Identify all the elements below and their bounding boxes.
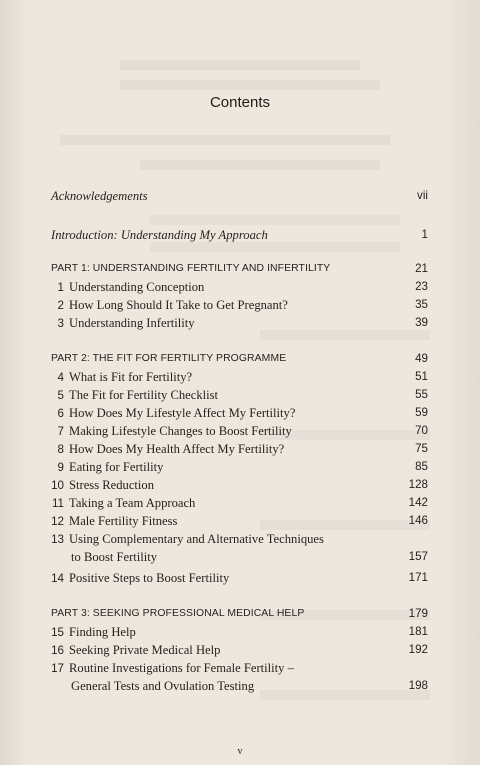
chapter-number: 12 xyxy=(51,515,64,528)
toc-page-number: 49 xyxy=(415,352,428,365)
toc-entry-label: Making Lifestyle Changes to Boost Fertility xyxy=(69,424,292,438)
toc-chapter-3[interactable] xyxy=(51,315,428,331)
toc-part-label: PART 1: UNDERSTANDING FERTILITY AND INFERTILITY xyxy=(51,263,331,274)
chapter-number: 2 xyxy=(57,299,64,312)
toc-entry-label: Finding Help xyxy=(69,625,136,639)
toc-page-number: 1 xyxy=(421,228,428,241)
toc-entry-label-continued: General Tests and Ovulation Testing xyxy=(71,679,255,693)
toc-chapter-14[interactable] xyxy=(51,570,428,586)
toc-chapter-15[interactable] xyxy=(51,624,428,640)
chapter-number: 15 xyxy=(51,626,64,639)
toc-entry-label: Positive Steps to Boost Fertility xyxy=(69,571,230,585)
toc-page-number: 39 xyxy=(415,316,428,329)
toc-page-number: 142 xyxy=(408,496,428,509)
toc-page-number: 85 xyxy=(415,460,428,473)
toc-chapter-12[interactable] xyxy=(51,513,428,529)
toc-chapter-7[interactable] xyxy=(51,423,428,439)
toc-chapter-2[interactable] xyxy=(51,297,428,313)
toc-page-number: vii xyxy=(417,189,428,202)
toc-page-number: 35 xyxy=(415,298,428,311)
chapter-number: 9 xyxy=(57,461,64,474)
toc-entry-label: Understanding Conception xyxy=(69,280,205,294)
chapter-number: 14 xyxy=(51,572,64,585)
toc-page-number: 51 xyxy=(415,370,428,383)
page-title: Contents xyxy=(209,94,271,111)
toc-entry-label: How Does My Lifestyle Affect My Fertility? xyxy=(69,406,296,420)
toc-chapter-4[interactable] xyxy=(51,369,428,385)
toc-chapter-17[interactable] xyxy=(51,660,428,676)
chapter-number: 10 xyxy=(51,479,64,492)
toc-page-number: 70 xyxy=(415,424,428,437)
toc-entry-label: Eating for Fertility xyxy=(69,460,164,474)
toc-entry-label: What is Fit for Fertility? xyxy=(69,370,193,384)
toc-entry-label-continued: to Boost Fertility xyxy=(71,550,158,564)
toc-chapter-13-continuation[interactable] xyxy=(51,549,428,565)
toc-page-number: 146 xyxy=(408,514,428,527)
toc-chapter-6[interactable] xyxy=(51,405,428,421)
toc-part-label: PART 3: SEEKING PROFESSIONAL MEDICAL HELP xyxy=(51,608,305,619)
toc-chapter-8[interactable] xyxy=(51,441,428,457)
toc-chapter-16[interactable] xyxy=(51,642,428,658)
toc-entry-label: Acknowledgements xyxy=(51,189,148,203)
toc-part-3[interactable] xyxy=(51,606,428,622)
toc-entry-label: The Fit for Fertility Checklist xyxy=(69,388,219,402)
toc-chapter-13[interactable] xyxy=(51,531,428,547)
chapter-number: 13 xyxy=(51,533,64,546)
toc-chapter-9[interactable] xyxy=(51,459,428,475)
toc-page-number: 21 xyxy=(415,262,428,275)
toc-entry-label: Taking a Team Approach xyxy=(69,496,196,510)
chapter-number: 17 xyxy=(51,662,64,675)
toc-entry-label: Using Complementary and Alternative Techniques xyxy=(69,532,324,546)
toc-page-number: 181 xyxy=(408,625,428,638)
toc-page-number: 55 xyxy=(415,388,428,401)
toc-page-number: 179 xyxy=(408,607,428,620)
toc-entry-label: Understanding Infertility xyxy=(69,316,195,330)
toc-entry-acknowledgements[interactable] xyxy=(51,188,428,204)
toc-entry-label: Seeking Private Medical Help xyxy=(69,643,221,657)
toc-chapter-10[interactable] xyxy=(51,477,428,493)
toc-page-number: 75 xyxy=(415,442,428,455)
toc-entry-label: How Long Should It Take to Get Pregnant? xyxy=(69,298,288,312)
chapter-number: 4 xyxy=(57,371,64,384)
toc-page-number: 59 xyxy=(415,406,428,419)
toc-chapter-1[interactable] xyxy=(51,279,428,295)
toc-part-2[interactable] xyxy=(51,351,428,367)
toc-entry-label: Routine Investigations for Female Fertility – xyxy=(69,661,294,675)
toc-part-1[interactable] xyxy=(51,261,428,277)
toc-page-number: 157 xyxy=(408,550,428,563)
chapter-number: 3 xyxy=(57,317,64,330)
toc-page-number: 192 xyxy=(408,643,428,656)
chapter-number: 1 xyxy=(57,281,64,294)
toc-chapter-5[interactable] xyxy=(51,387,428,403)
toc-entry-label: Male Fertility Fitness xyxy=(69,514,178,528)
page-folio: v xyxy=(237,746,243,757)
toc-chapter-17-continuation[interactable] xyxy=(51,678,428,694)
toc-entry-label: Stress Reduction xyxy=(69,478,155,492)
toc-page-number: 23 xyxy=(415,280,428,293)
chapter-number: 7 xyxy=(57,425,64,438)
chapter-number: 8 xyxy=(57,443,64,456)
chapter-number: 6 xyxy=(57,407,64,420)
toc-chapter-11[interactable] xyxy=(51,495,428,511)
chapter-number: 11 xyxy=(51,497,64,510)
toc-page-number: 171 xyxy=(408,571,428,584)
toc-entry-label: Introduction: Understanding My Approach xyxy=(51,228,268,242)
toc-page-number: 128 xyxy=(408,478,428,491)
toc-entry-label: How Does My Health Affect My Fertility? xyxy=(69,442,285,456)
toc-part-label: PART 2: THE FIT FOR FERTILITY PROGRAMME xyxy=(51,353,287,364)
toc-page-number: 198 xyxy=(408,679,428,692)
toc-entry-introduction[interactable] xyxy=(51,227,428,243)
chapter-number: 16 xyxy=(51,644,64,657)
chapter-number: 5 xyxy=(57,389,64,402)
